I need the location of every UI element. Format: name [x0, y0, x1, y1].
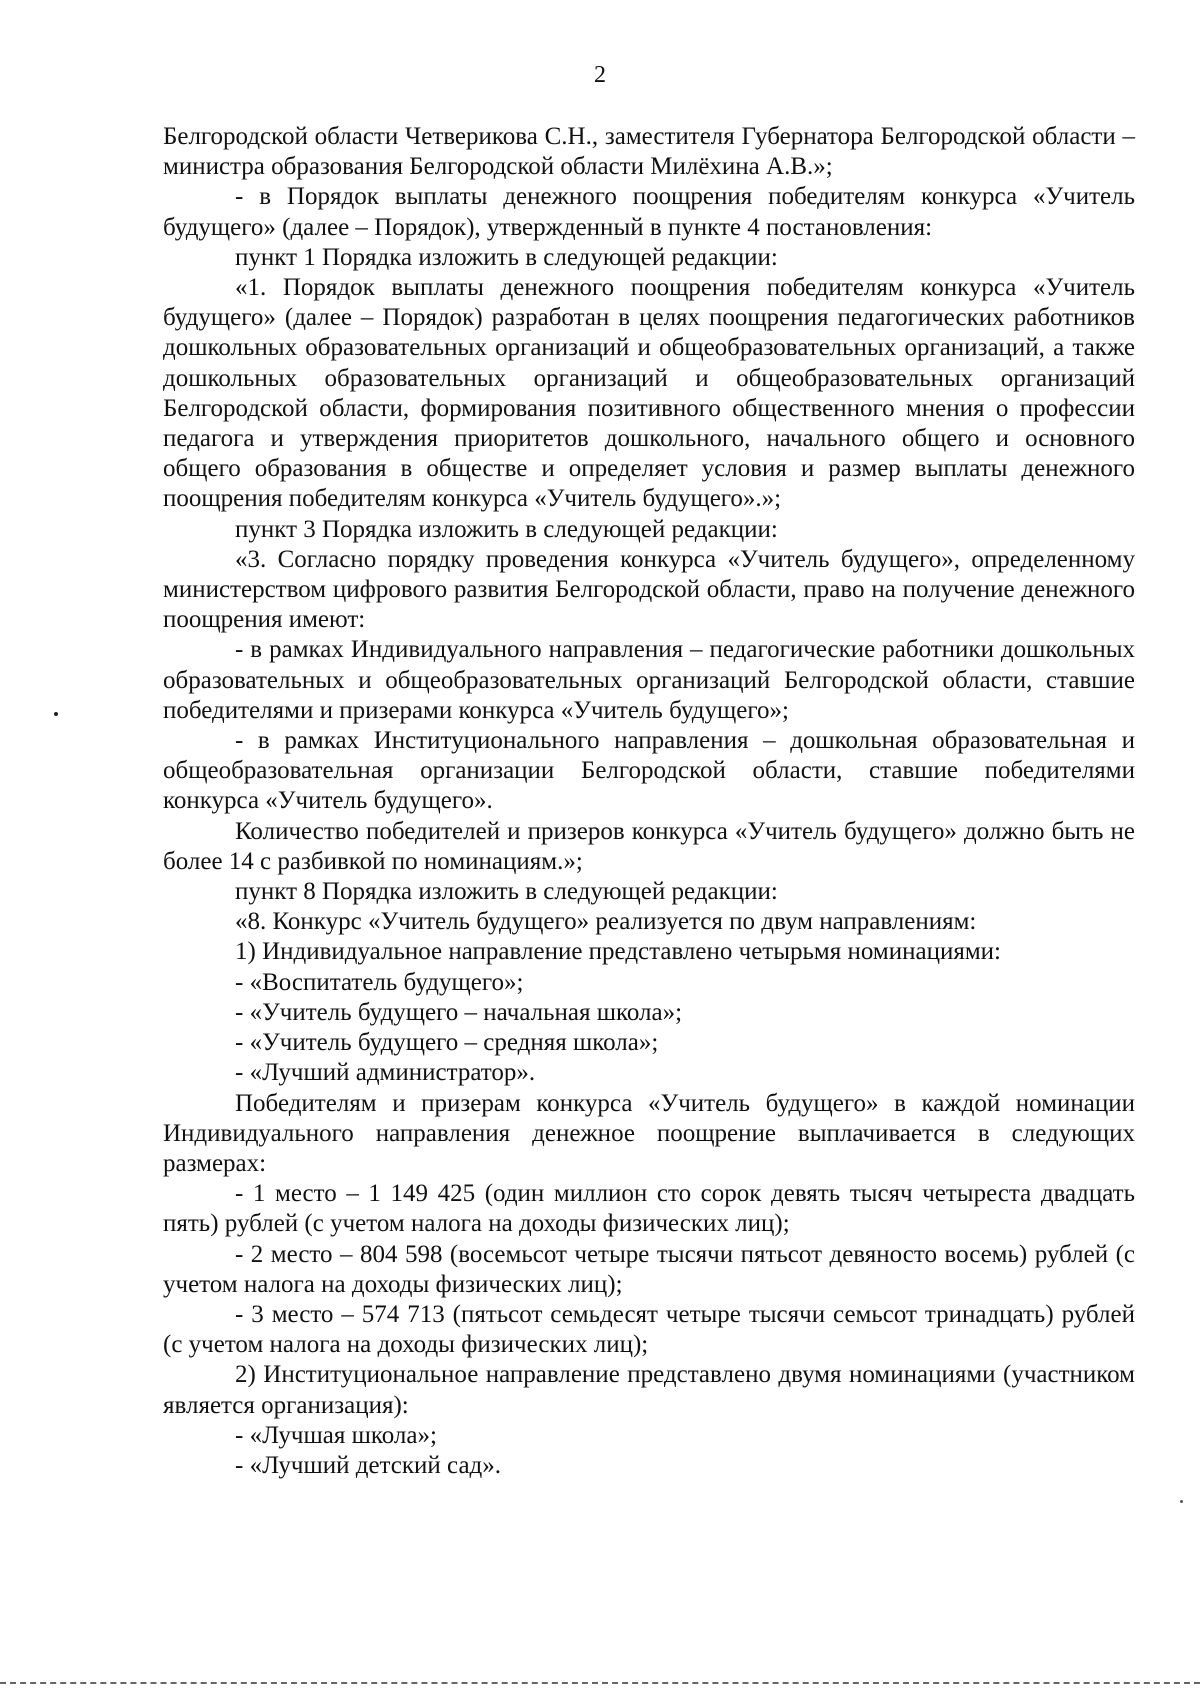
paragraph: - «Учитель будущего – начальная школа»; [235, 998, 683, 1026]
paragraph: пункт 1 Порядка изложить в следующей редакции: [235, 243, 778, 271]
document-body [163, 122, 1135, 1481]
paragraph: Белгородской области Четверикова С.Н., заместителя Губернатора Белгородской области – министра образования Белгородской области Милёхина А.В.»; [163, 123, 1135, 181]
paragraph: «3. Согласно порядку проведения конкурса «Учитель будущего», определенному министерством цифрового развития Белгородской области, право на получение денежного поощрения имеют: [163, 545, 1135, 634]
scan-artifact-dot [54, 712, 58, 716]
paragraph: - 3 место – 574 713 (пятьсот семьдесят четыре тысячи семьсот тринадцать) рублей (с учетом налога на доходы физических лиц); [163, 1300, 1135, 1359]
paragraph: - 1 место – 1 149 425 (один миллион сто сорок девять тысяч четыреста двадцать пять) рублей (с учетом налога на доходы физических лиц); [163, 1180, 1135, 1238]
paragraph: - «Воспитатель будущего»; [235, 968, 524, 996]
paragraph: 1) Индивидуальное направление представлено четырьмя номинациями: [235, 938, 1001, 966]
paragraph: - в Порядок выплаты денежного поощрения победителям конкурса «Учитель будущего» (далее – Порядок), утвержденный в пункте 4 постановления: [163, 183, 1135, 241]
paragraph: пункт 3 Порядка изложить в следующей редакции: [235, 515, 778, 543]
paragraph: - в рамках Институционального направления – дошкольная образовательная и общеобразовательная организации Белгородской области, ставшие победителями конкурса «Учитель будущего». [163, 727, 1135, 815]
paragraph: - в рамках Индивидуального направления – педагогические работники дошкольных образовательных и общеобразовательных организаций Белгородской области, ставшие победителями и призерами конкурса «Учитель будущего»; [163, 636, 1135, 724]
paragraph: «8. Конкурс «Учитель будущего» реализуется по двум направлениям: [235, 908, 977, 936]
paragraph: Победителям и призерам конкурса «Учитель будущего» в каждой номинации Индивидуального направления денежное поощрение выплачивается в следующих размерах: [163, 1089, 1135, 1177]
paragraph: - «Лучший детский сад». [235, 1451, 502, 1479]
paragraph: - 2 место – 804 598 (восемьсот четыре тысячи пятьсот девяносто восемь) рублей (с учетом налога на доходы физических лиц); [163, 1240, 1135, 1298]
paragraph: 2) Институциональное направление представлено двумя номинациями (участником является организация): [163, 1361, 1135, 1419]
paragraph: - «Учитель будущего – средняя школа»; [235, 1029, 659, 1057]
scan-artifact-bottom-line [0, 1682, 1200, 1684]
paragraph: «1. Порядок выплаты денежного поощрения победителям конкурса «Учитель будущего» (далее – Порядок) разработан в целях поощрения педагогических работников дошкольных образовательных организаций и общеобразовательных организаций, а также дошкольных образовательных организаций и общеобразовательных организаций Белгородской области, формирования позитивного общественного мнения о профессии педагога и утверждения приоритетов дошкольного, начального общего и основного общего образования в обществе и определяет условия и размер выплаты денежного поощрения победителям конкурса «Учитель будущего».»; [163, 274, 1135, 513]
paragraph: - «Лучший администратор». [235, 1059, 536, 1087]
page-number: 2 [594, 62, 606, 88]
paragraph: пункт 8 Порядка изложить в следующей редакции: [235, 878, 778, 906]
paragraph: - «Лучшая школа»; [235, 1421, 437, 1449]
paragraph: Количество победителей и призеров конкурса «Учитель будущего» должно быть не более 14 с разбивкой по номинациям.»; [163, 817, 1135, 875]
scan-artifact-mark [1180, 1500, 1183, 1503]
